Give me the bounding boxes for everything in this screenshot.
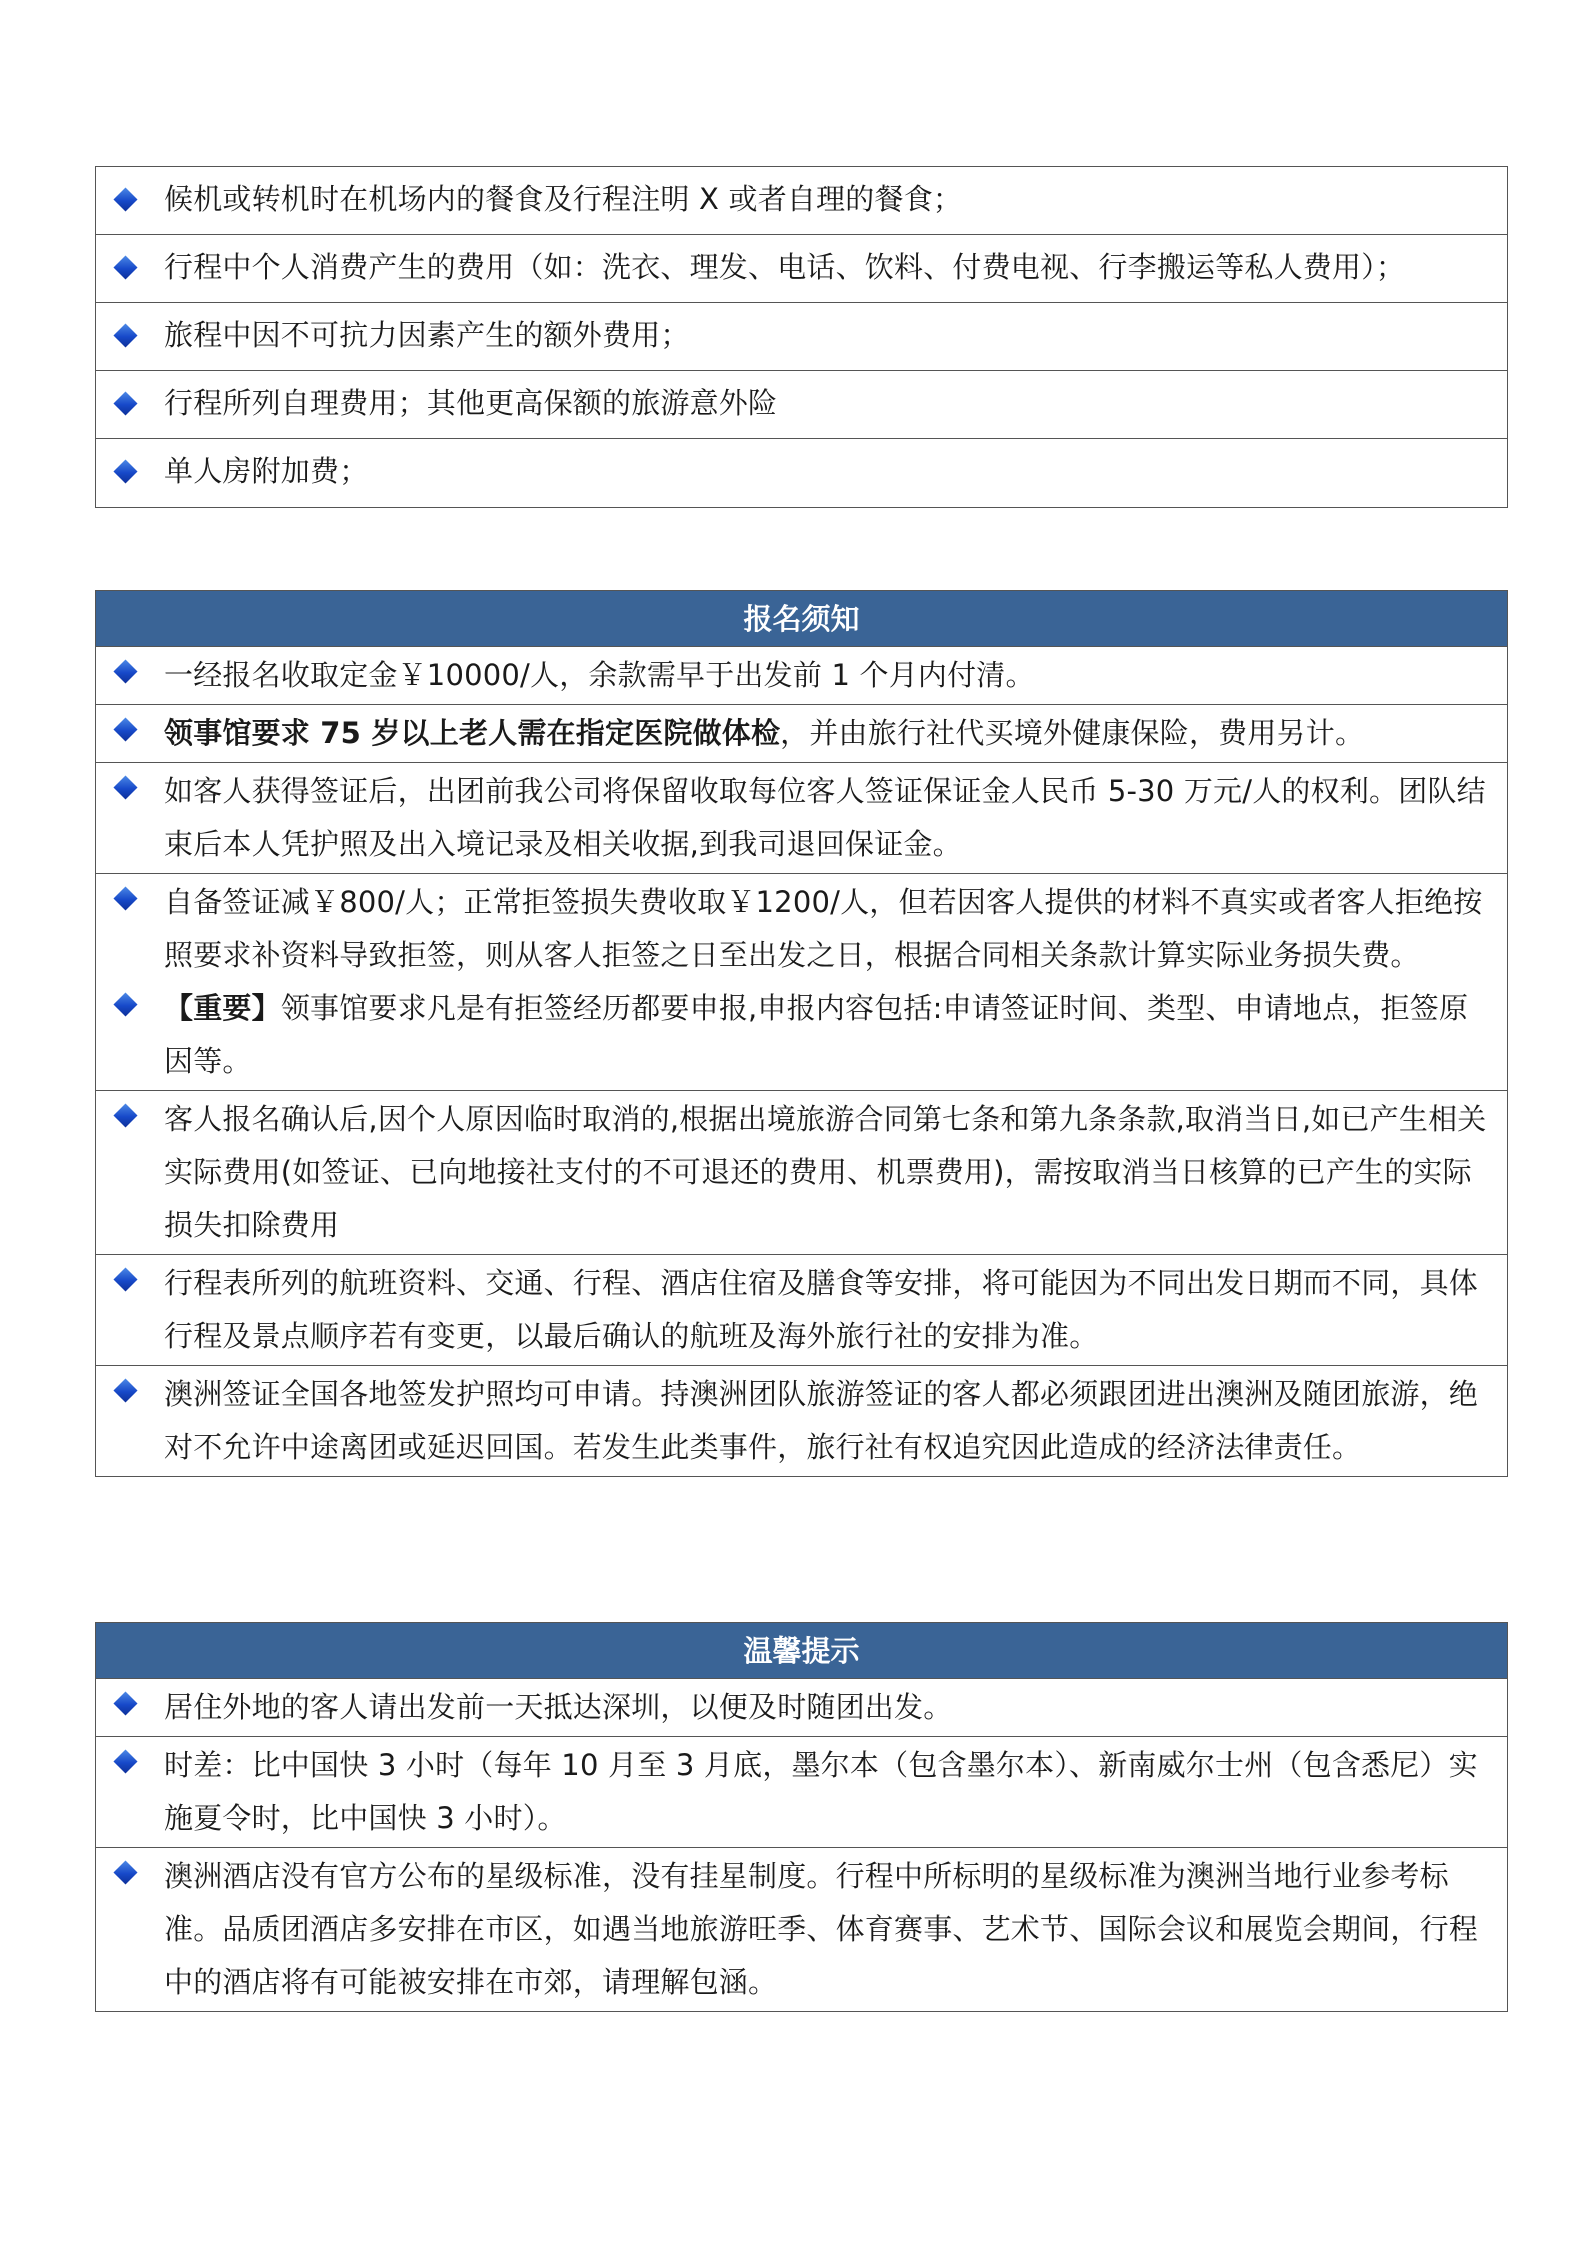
tips-row [96, 1679, 1507, 1737]
item-text: 候机或转机时在机场内的餐食及行程注明 X 或者自理的餐食； [164, 182, 963, 216]
exclusion-row [96, 371, 1507, 439]
list-item [96, 707, 1507, 760]
registration-row [96, 647, 1507, 705]
item-text-body: 澳洲签证全国各地签发护照均可申请。持澳洲团队旅游签证的客人都必须跟团进出澳洲及随团旅游，绝对不允许中途离团或延迟回国。若发生此类事件，旅行社有权追究因此造成的经济法律责任。 [164, 1377, 1479, 1464]
diamond-bullet-icon [112, 1690, 138, 1716]
item-text-body: 行程表所列的航班资料、交通、行程、酒店住宿及膳食等安排，将可能因为不同出发日期而不同，具体行程及景点顺序若有变更，以最后确认的航班及海外旅行社的安排为准。 [164, 1266, 1479, 1353]
list-item [96, 371, 1507, 435]
list-item [96, 235, 1507, 299]
list-item [96, 1850, 1507, 2009]
tips-row [96, 1737, 1507, 1848]
item-text-body: ，并由旅行社代买境外健康保险，费用另计。 [780, 716, 1365, 750]
diamond-bullet-icon [112, 774, 138, 800]
registration-row [96, 705, 1507, 763]
list-item [96, 1257, 1507, 1363]
item-text: 行程中个人消费产生的费用（如：洗衣、理发、电话、饮料、付费电视、行李搬运等私人费用）； [164, 250, 1406, 284]
registration-table [95, 590, 1508, 1477]
list-item [96, 439, 1507, 503]
diamond-bullet-icon [112, 1266, 138, 1292]
item-text-body: 客人报名确认后,因个人原因临时取消的,根据出境旅游合同第七条和第九条条款,取消当日,如已产生相关实际费用(如签证、已向地接社支付的不可退还的费用、机票费用)，需按取消当日核算的已产生的实际损失扣除费用 [164, 1102, 1487, 1242]
item-text: 旅程中因不可抗力因素产生的额外费用； [164, 318, 690, 352]
item-text: 居住外地的客人请出发前一天抵达深圳，以便及时随团出发。 [164, 1690, 953, 1724]
diamond-bullet-icon [112, 390, 138, 416]
item-text [164, 1368, 1493, 1474]
list-item [96, 876, 1507, 982]
diamond-bullet-icon [112, 186, 138, 212]
exclusions-table [95, 166, 1508, 508]
list-item [96, 167, 1507, 231]
list-item [96, 303, 1507, 367]
item-text-body: 如客人获得签证后，出团前我公司将保留收取每位客人签证保证金人民币 5-30 万元/人的权利。团队结束后本人凭护照及出入境记录及相关收据,到我司退回保证金。 [164, 774, 1486, 861]
diamond-bullet-icon [112, 716, 138, 742]
list-item [96, 1739, 1507, 1845]
diamond-bullet-icon [112, 254, 138, 280]
diamond-bullet-icon [112, 1102, 138, 1128]
registration-row [96, 1091, 1507, 1255]
diamond-bullet-icon [112, 885, 138, 911]
item-text-body: 领事馆要求凡是有拒签经历都要申报,申报内容包括:申请签证时间、类型、申请地点，拒签原因等。 [164, 991, 1469, 1078]
list-item [96, 649, 1507, 702]
item-text: 时差：比中国快 3 小时（每年 10 月至 3 月底，墨尔本（包含墨尔本）、新南威尔士州（包含悉尼）实施夏令时，比中国快 3 小时）。 [164, 1748, 1478, 1835]
diamond-bullet-icon [112, 1748, 138, 1774]
section-title-tips: 温馨提示 [96, 1623, 1507, 1679]
registration-row [96, 874, 1507, 1091]
diamond-bullet-icon [112, 458, 138, 484]
item-text [164, 876, 1493, 982]
item-text [164, 649, 1493, 702]
exclusion-row [96, 167, 1507, 235]
registration-row [96, 1366, 1507, 1476]
diamond-bullet-icon [112, 322, 138, 348]
item-text-body: 一经报名收取定金￥10000/人，余款需早于出发前 1 个月内付清。 [164, 658, 1035, 692]
exclusion-row [96, 439, 1507, 507]
tips-table [95, 1622, 1508, 2012]
list-item [96, 765, 1507, 871]
registration-row [96, 1255, 1507, 1366]
diamond-bullet-icon [112, 658, 138, 684]
item-text [164, 1257, 1493, 1363]
list-item [96, 1681, 1507, 1734]
item-text: 单人房附加费； [164, 454, 369, 488]
registration-row [96, 763, 1507, 874]
item-text [164, 982, 1493, 1088]
item-text [164, 765, 1493, 871]
item-text [164, 1093, 1493, 1252]
tips-row [96, 1848, 1507, 2011]
list-item [96, 1368, 1507, 1474]
exclusion-row [96, 303, 1507, 371]
diamond-bullet-icon [112, 1377, 138, 1403]
item-text: 行程所列自理费用；其他更高保额的旅游意外险 [164, 386, 778, 420]
section-title-registration: 报名须知 [96, 591, 1507, 647]
item-text [164, 707, 1493, 760]
list-item [96, 982, 1507, 1088]
item-text-body: 自备签证减￥800/人；正常拒签损失费收取￥1200/人，但若因客人提供的材料不真实或者客人拒绝按照要求补资料导致拒签，则从客人拒签之日至出发之日，根据合同相关条款计算实际业务损失费。 [164, 885, 1483, 972]
exclusion-row [96, 235, 1507, 303]
diamond-bullet-icon [112, 1859, 138, 1885]
list-item [96, 1093, 1507, 1252]
item-text-bold: 领事馆要求 75 岁以上老人需在指定医院做体检 [164, 716, 781, 750]
item-text-bold: 【重要】 [164, 991, 281, 1025]
item-text: 澳洲酒店没有官方公布的星级标准，没有挂星制度。行程中所标明的星级标准为澳洲当地行业参考标准。品质团酒店多安排在市区，如遇当地旅游旺季、体育赛事、艺术节、国际会议和展览会期间，行程中的酒店将有可能被安排在市郊，请理解包涵。 [164, 1859, 1479, 1999]
diamond-bullet-icon [112, 991, 138, 1017]
